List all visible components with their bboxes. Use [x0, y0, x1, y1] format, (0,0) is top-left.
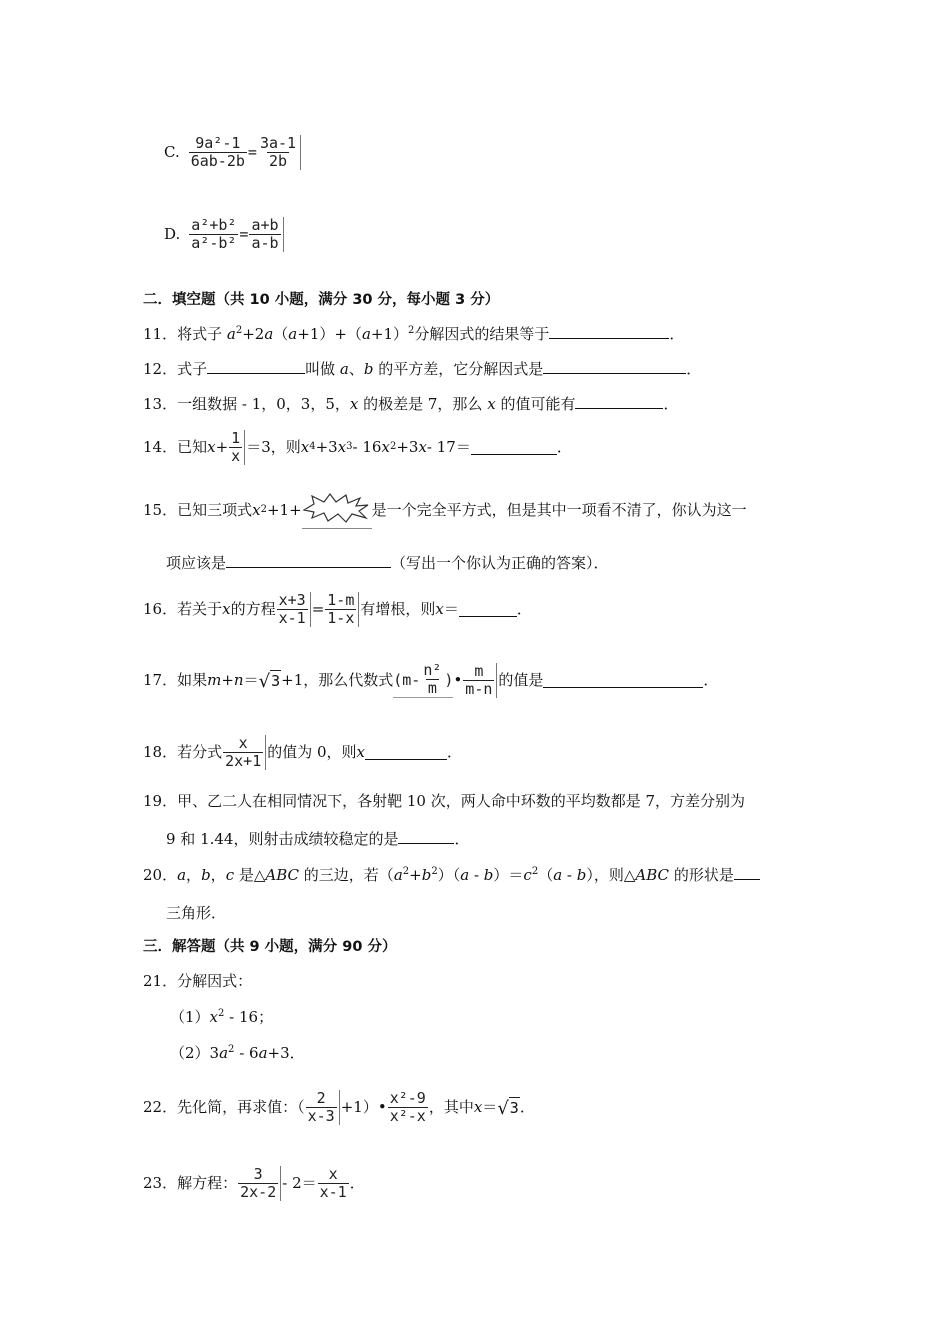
fraction-denominator: 2x-2 — [240, 1182, 277, 1201]
fraction — [388, 1090, 428, 1125]
text: 是一个完全平方式，但是其中一项看不清了，你认为这一 — [371, 501, 747, 519]
var: a — [460, 866, 470, 884]
text: 的值可能有 — [495, 395, 576, 413]
question-number: 18． — [143, 743, 178, 761]
fraction — [325, 592, 359, 627]
text: 已知三项式 — [177, 501, 253, 519]
var: ABC — [265, 866, 300, 884]
text: ． — [519, 1098, 535, 1116]
text: 分解因式的结果等于 — [414, 325, 550, 343]
fraction-numerator: n² — [423, 661, 442, 679]
radicand: 3 — [509, 1098, 519, 1117]
expression-part — [393, 662, 453, 698]
text: ＝ — [443, 600, 459, 618]
question-21 — [143, 971, 252, 991]
var: n — [233, 671, 244, 689]
text: - 2＝ — [282, 1174, 317, 1192]
exponent: 2 — [402, 866, 410, 877]
var: b — [576, 866, 587, 884]
text: 的方程 — [230, 600, 276, 618]
answer-blank[interactable] — [543, 673, 703, 688]
text: 若分式 — [177, 743, 223, 761]
multiply-dot: • — [377, 1098, 387, 1116]
radicand: 3 — [271, 671, 281, 690]
question-20 — [143, 865, 760, 885]
text: （ — [538, 866, 554, 884]
text: 的值为 0，则 — [267, 743, 357, 761]
fraction-denominator: m — [427, 679, 437, 697]
var: c — [225, 866, 235, 884]
answer-blank[interactable] — [459, 602, 517, 617]
text: ＝ — [243, 671, 259, 689]
question-19 — [143, 791, 745, 811]
question-14: 14． 已知 x + $\frac{1}{x}$ ＝3，则 x 4 +3 x 3 - 16 x 2 +3 x - 17＝ ． — [143, 428, 572, 465]
answer-blank[interactable] — [365, 745, 447, 760]
text: 若关于 — [177, 600, 223, 618]
question-number: 12． — [143, 360, 178, 378]
exponent: 2 — [218, 1008, 225, 1019]
exponent: 2 — [228, 1044, 235, 1055]
multiply-dot: • — [453, 671, 463, 689]
var: a — [361, 325, 371, 343]
fraction-numerator: x — [238, 733, 248, 752]
text: （1） — [170, 1008, 210, 1026]
exponent: 2 — [431, 866, 438, 877]
var: a — [288, 325, 298, 343]
text: +1）+（ — [297, 325, 362, 343]
text: - — [469, 866, 484, 884]
question-number: 23． — [143, 1174, 178, 1192]
question-20-line-2 — [166, 903, 226, 923]
text: 的值是 — [498, 671, 544, 689]
var: x — [418, 438, 427, 456]
exponent: 2 — [235, 325, 243, 336]
text: ． — [663, 395, 679, 413]
var: x — [209, 1008, 219, 1026]
question-18 — [143, 729, 462, 775]
fraction — [277, 592, 311, 627]
fraction-numerator: 9a²-1 — [195, 133, 241, 152]
text: 项应该是 — [166, 554, 227, 572]
text: (m- — [393, 670, 421, 689]
text: 的三边，若（ — [299, 866, 394, 884]
text: ． — [349, 1174, 365, 1192]
text: 9 和 1.44，则射击成绩较稳定的是 — [166, 830, 399, 848]
question-number: 11． — [143, 325, 178, 343]
question-number: 20． — [143, 866, 178, 884]
text: - 6 — [234, 1044, 259, 1062]
var: x — [487, 395, 496, 413]
fraction-numerator: 1 — [231, 428, 241, 447]
text: ． — [454, 830, 470, 848]
text: +3． — [267, 1044, 305, 1062]
text: + — [221, 671, 234, 689]
text: （2）3 — [170, 1044, 220, 1062]
text: ）＝ — [493, 866, 524, 884]
text: ），则△ — [586, 866, 636, 884]
text: ． — [556, 438, 572, 456]
text: 、 — [348, 360, 364, 378]
radical-icon: √ — [497, 1097, 509, 1119]
question-15-line-2 — [166, 553, 609, 573]
fraction — [463, 663, 497, 698]
square-root — [259, 670, 282, 691]
var: x — [381, 438, 390, 456]
var: x — [207, 438, 216, 456]
text: （ — [273, 325, 289, 343]
text: +1） — [340, 1098, 378, 1116]
text: - — [562, 866, 577, 884]
var: x — [356, 743, 366, 761]
var: a — [264, 325, 274, 343]
text: +3 — [396, 438, 419, 456]
var: x — [300, 438, 310, 456]
text: - 16； — [224, 1008, 274, 1026]
option-d — [164, 210, 285, 258]
text: + — [409, 866, 422, 884]
answer-blank[interactable] — [575, 394, 663, 409]
question-number: 13． — [143, 395, 178, 413]
question-13 — [143, 394, 678, 414]
text: 的平方差，它分解因式是 — [373, 360, 544, 378]
fraction-denominator: 2b — [268, 151, 288, 170]
var: b — [201, 866, 211, 884]
var: a — [219, 1044, 229, 1062]
question-16 — [143, 586, 532, 632]
var: a — [226, 325, 236, 343]
answer-blank[interactable] — [549, 324, 669, 339]
smudged-term-icon — [302, 492, 372, 529]
text: 如果 — [177, 671, 208, 689]
square-root — [497, 1097, 520, 1118]
option-c-label: C. — [164, 143, 180, 161]
text: ． — [686, 360, 702, 378]
text: ． — [516, 600, 532, 618]
fraction-denominator: m-n — [465, 679, 493, 698]
question-number: 21． — [143, 972, 178, 990]
text: 甲、乙二人在相同情况下，各射靶 10 次，两人命中环数的平均数都是 7，方差分别为 — [177, 792, 746, 810]
text: 叫做 — [305, 360, 340, 378]
fraction-numerator: x+3 — [278, 590, 306, 609]
question-number: 16． — [143, 600, 178, 618]
text: ＝3，则 — [246, 438, 301, 456]
text: 一组数据 - 1，0，3，5， — [177, 395, 350, 413]
fraction — [318, 1166, 349, 1201]
question-22 — [143, 1082, 535, 1132]
text: ， — [186, 866, 202, 884]
text: +2 — [242, 325, 265, 343]
question-number: 17． — [143, 671, 178, 689]
text: ． — [447, 743, 463, 761]
fraction-numerator: a²+b² — [191, 215, 237, 234]
option-c-lhs-fraction — [189, 135, 247, 170]
text: - 16 — [352, 438, 382, 456]
option-c-rhs-fraction — [258, 135, 301, 170]
var: a — [339, 360, 349, 378]
fraction-denominator: x-3 — [307, 1106, 335, 1125]
text: ． — [669, 325, 685, 343]
fraction-numerator: x²-9 — [389, 1088, 426, 1107]
option-d-label: D. — [164, 225, 181, 243]
text: （写出一个你认为正确的答案）． — [391, 554, 609, 572]
text: 分解因式： — [177, 972, 253, 990]
text: +1） — [370, 325, 409, 343]
var: x — [435, 600, 444, 618]
fraction-denominator: x-1 — [278, 608, 306, 627]
fraction — [238, 1166, 281, 1201]
exponent: 2 — [408, 325, 415, 336]
var: ABC — [635, 866, 670, 884]
answer-blank[interactable] — [734, 865, 760, 880]
text: ，其中 — [428, 1098, 474, 1116]
text: - 17＝ — [426, 438, 471, 456]
var: x — [473, 1098, 483, 1116]
question-21-part-2 — [170, 1043, 305, 1063]
question-19-line-2 — [166, 829, 470, 849]
question-number: 15． — [143, 501, 178, 519]
fraction — [223, 735, 266, 770]
fraction-numerator: a+b — [251, 215, 279, 234]
fraction-denominator: 6ab-2b — [190, 151, 245, 170]
fraction-numerator: x — [328, 1164, 338, 1183]
question-number: 14． — [143, 438, 178, 456]
var: b — [363, 360, 374, 378]
var: x — [349, 395, 359, 413]
option-d-rhs-fraction — [249, 217, 283, 252]
question-12 — [143, 359, 701, 379]
text: ）（ — [437, 866, 461, 884]
section-3-heading: 三．解答题（共 9 小题，满分 90 分） — [143, 939, 397, 955]
text: ， — [210, 866, 226, 884]
var: x — [337, 438, 347, 456]
var: x — [222, 600, 231, 618]
text: 的极差是 7，那么 — [358, 395, 488, 413]
text: 解方程： — [177, 1174, 238, 1192]
question-number: 19． — [143, 792, 178, 810]
fraction-numerator: 1-m — [327, 590, 355, 609]
text: 将式子 — [177, 325, 227, 343]
answer-blank[interactable] — [398, 829, 454, 844]
text: + — [215, 438, 229, 456]
text: 三角形． — [166, 904, 227, 922]
var: m — [207, 671, 222, 689]
equals-sign: = — [239, 225, 249, 243]
fraction-numerator: m — [474, 661, 484, 680]
var: b — [421, 866, 432, 884]
var: a — [553, 866, 563, 884]
var: a — [393, 866, 403, 884]
text: +1+ — [266, 501, 302, 519]
fraction — [421, 662, 443, 697]
text: 的形状是 — [669, 866, 734, 884]
fraction-numerator: 3a-1 — [259, 133, 297, 152]
answer-blank[interactable] — [471, 440, 557, 455]
var: a — [177, 866, 187, 884]
fraction-denominator: 2x+1 — [225, 751, 262, 770]
text: ． — [703, 671, 719, 689]
fraction-numerator: 3 — [253, 1164, 263, 1183]
question-17 — [143, 652, 718, 708]
question-23 — [143, 1160, 365, 1206]
text: 有增根，则 — [360, 600, 436, 618]
question-15: 15． 已知三项式 x 2 +1+ 是一个完全平方式，但是其中一项看不清了，你认为这一 — [143, 490, 747, 530]
equals-sign: = — [247, 143, 257, 161]
text: 先化简，再求值：（ — [177, 1098, 305, 1116]
equals-sign: = — [311, 600, 325, 618]
fraction-denominator: x²-x — [389, 1106, 426, 1125]
answer-blank[interactable] — [207, 359, 305, 374]
fraction-denominator: 1-x — [327, 608, 355, 627]
fraction-denominator: a-b — [251, 233, 279, 252]
fraction-denominator: x — [231, 446, 241, 465]
fraction — [306, 1090, 340, 1125]
var: a — [258, 1044, 268, 1062]
option-c — [164, 130, 302, 174]
text: ) — [444, 670, 454, 689]
text: 是△ — [234, 866, 266, 884]
option-d-lhs-fraction — [189, 217, 238, 252]
fraction-denominator: a²-b² — [191, 233, 237, 252]
text: +1，那么代数式 — [281, 671, 394, 689]
var: x — [252, 501, 261, 519]
answer-blank[interactable] — [543, 359, 686, 374]
fraction-one-over-x — [229, 430, 245, 465]
answer-blank[interactable] — [226, 553, 391, 568]
exponent: 2 — [531, 866, 539, 877]
section-2-heading: 二．填空题（共 10 小题，满分 30 分，每小题 3 分） — [143, 292, 500, 308]
text: 式子 — [177, 360, 208, 378]
text: 已知 — [177, 438, 208, 456]
fraction-denominator: x-1 — [319, 1182, 347, 1201]
radical-icon: √ — [258, 670, 271, 692]
question-number: 22． — [143, 1098, 178, 1116]
text: +3 — [315, 438, 338, 456]
var: b — [483, 866, 494, 884]
var: c — [523, 866, 532, 884]
question-11 — [143, 324, 684, 344]
text: ＝ — [482, 1098, 498, 1116]
question-21-part-1 — [170, 1007, 273, 1027]
fraction-numerator: 2 — [316, 1088, 326, 1107]
